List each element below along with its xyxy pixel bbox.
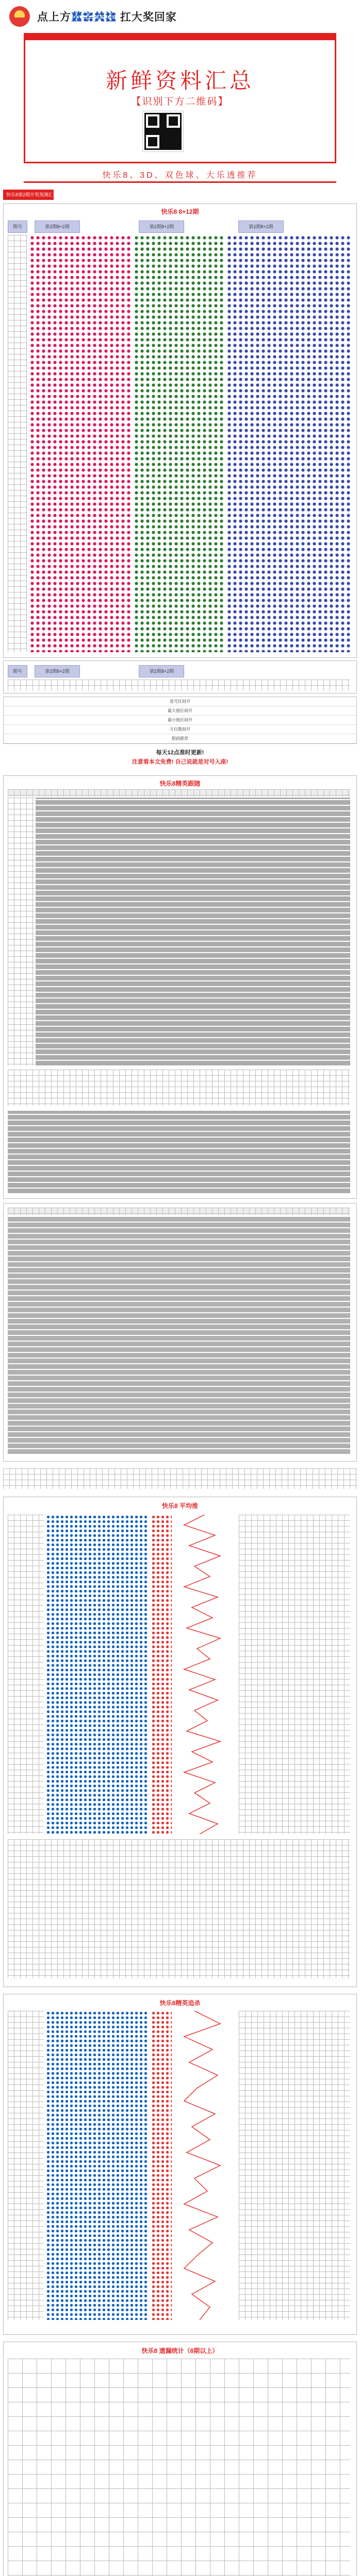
qr-code-icon[interactable]: [143, 111, 183, 151]
poster-title: 新鲜资料汇总: [105, 69, 254, 93]
tag-2: 第2期8+2期: [139, 221, 184, 233]
elite-lower-grid: [8, 1111, 350, 1193]
list-item[interactable]: 选号区间开: [4, 697, 356, 706]
list-item[interactable]: 万位数间开: [4, 725, 356, 734]
notice-update: 每天12点准时更新!: [156, 750, 204, 756]
block-title-average: 快乐8 平均推: [161, 1502, 198, 1510]
green-number-grid: [134, 235, 224, 652]
notice-free: 注意看本文免费! 自己说就是对号入座!: [132, 759, 228, 765]
block-title-omission: 快乐8 遗漏统计（8期以上）: [141, 2347, 219, 2354]
tag-row: [35, 221, 284, 233]
summary-row: [8, 680, 350, 691]
section-header: 快乐8第2期开奖预测汇: [3, 190, 54, 200]
mid-stat-rows: [3, 1468, 357, 1489]
block-title-elite: 快乐8精英跟随: [159, 780, 201, 787]
avg-blue-balls: [46, 1515, 149, 1834]
summary-tag-row: [35, 665, 184, 677]
tag-3: 第2期8+2期: [238, 221, 284, 233]
follow-text: [37, 9, 177, 24]
list-item[interactable]: 最小值区间开: [4, 716, 356, 725]
col-period: 期号: [8, 221, 27, 233]
table-elite-kill: [3, 1994, 357, 2335]
avg-trend-line: [174, 1515, 236, 1834]
promo-poster: [24, 33, 336, 180]
elite-grey-grid: [36, 798, 350, 1065]
follow-highlight[interactable]: 蓝字关注: [71, 11, 117, 23]
list-item[interactable]: 最大值区间开: [4, 706, 356, 716]
poster-divider: [24, 181, 336, 183]
summary-col-period: 期号: [8, 665, 27, 677]
table-8-12: [3, 204, 357, 658]
block-title-kill: 快乐8精英追杀: [159, 1999, 201, 2007]
kill-period-column: [8, 2011, 44, 2320]
elite-period-column: [8, 798, 35, 1065]
table-elite-follow: [3, 775, 357, 1199]
follow-banner[interactable]: [0, 0, 360, 33]
table-summary: [3, 660, 357, 693]
avg-red-balls: [151, 1515, 172, 1834]
follow-suffix: 扛大奖回家: [117, 11, 177, 23]
logo-icon: [9, 6, 30, 27]
table-omission: [3, 2342, 357, 2576]
list-item[interactable]: 胆码推荐: [4, 734, 356, 743]
wide-header-row: [8, 1208, 350, 1215]
wide-grey-grid: [8, 1217, 350, 1454]
period-column: [8, 235, 27, 652]
poster-games: 快乐8、3D、双色球、大乐透推荐: [102, 171, 258, 180]
kill-red-balls: [151, 2011, 172, 2320]
table-wide-grid: [3, 1203, 357, 1462]
kill-blue-balls: [46, 2011, 149, 2320]
avg-right-grid: [239, 1515, 350, 1834]
follow-prefix: 点上方: [37, 11, 71, 23]
kill-trend-line: [174, 2011, 236, 2320]
block-title-8-12: 快乐8 8+12期: [161, 208, 199, 215]
pink-number-grid: [29, 235, 132, 652]
category-list: [3, 697, 357, 744]
elite-header-row: [8, 789, 350, 796]
summary-tag-2: 第2期8+2期: [139, 665, 184, 677]
elite-stat-rows: [8, 1070, 350, 1106]
poster-subtitle: 【识别下方二维码】: [131, 96, 229, 107]
table-average-push: [3, 1497, 357, 1987]
avg-period-column: [8, 1515, 44, 1834]
kill-right-grid: [239, 2011, 350, 2320]
summary-tag-1: 第2期8+2期: [35, 665, 80, 677]
omission-grid: [8, 2359, 350, 2576]
avg-bottom-grid: [8, 1839, 350, 1978]
blue-number-grid: [226, 235, 351, 652]
tag-1: 第2期8+2期: [35, 221, 80, 233]
